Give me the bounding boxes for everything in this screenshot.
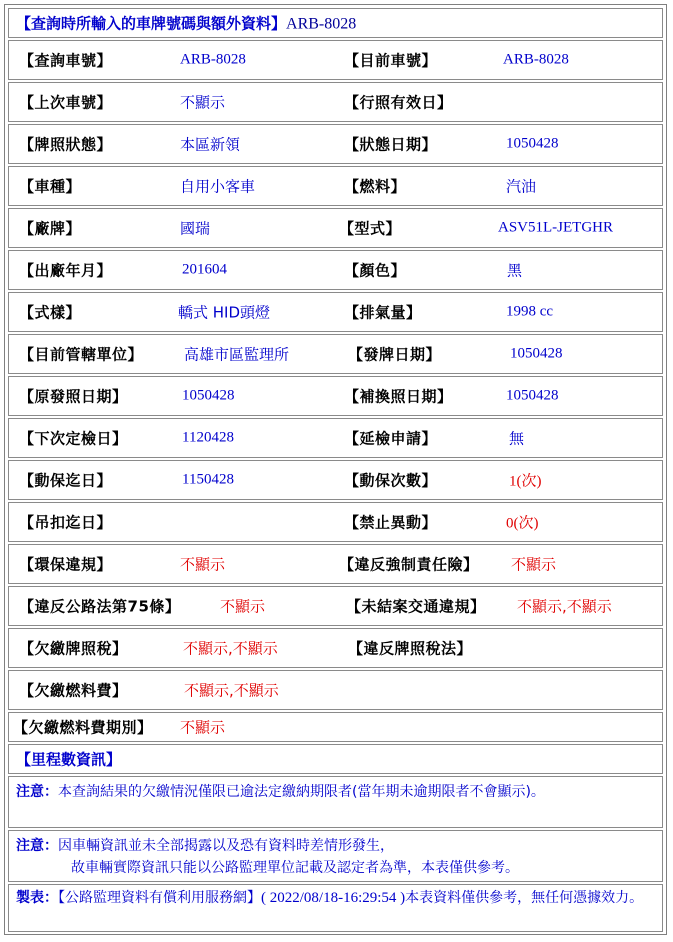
mileage-section xyxy=(8,744,663,774)
mileage-title: 【里程數資訊】 xyxy=(16,750,122,769)
note-line-2: 故車輛實際資訊只能以公路監理單位記載及認定者為準，本表僅供參考。 xyxy=(71,860,519,876)
value-model: ASV51L-JETGHR xyxy=(498,219,613,236)
value-open-traffic-violation: 不顯示,不顯示 xyxy=(517,597,612,616)
value-vehicle-type: 自用小客車 xyxy=(180,177,256,196)
footer-disclaimer: 本表資料僅供參考，無任何憑據效力。 xyxy=(405,890,644,906)
vehicle-info-table xyxy=(4,4,667,935)
table-row xyxy=(8,544,663,584)
value-jurisdiction: 高雄市區監理所 xyxy=(184,345,290,364)
value-plate-status: 本區新領 xyxy=(180,135,241,154)
value-chattel-mortgage-end: 1150428 xyxy=(182,471,234,488)
value-manufacture-date: 201604 xyxy=(182,261,227,278)
label-unpaid-fuel-fee: 【欠繳燃料費】 xyxy=(19,681,128,700)
value-reissue-date: 1050428 xyxy=(506,387,559,404)
note-line-1: 因車輛資訊並未全部揭露以及恐有資料時差情形發生， xyxy=(58,838,394,854)
label-transfer-ban: 【禁止異動】 xyxy=(344,513,438,532)
label-manufacture-date: 【出廠年月】 xyxy=(19,261,113,280)
label-issue-date: 【發牌日期】 xyxy=(348,345,442,364)
label-displacement: 【排氣量】 xyxy=(344,303,422,322)
value-body-style: 轎式 HID頭燈 xyxy=(178,303,271,322)
value-displacement: 1998 cc xyxy=(506,303,554,320)
note-overdue-text: 注意：本查詢結果的欠繳情況僅限已逾法定繳納期限者(當年期未逾期限者不會顯示)。 xyxy=(16,784,545,800)
header-plate: ARB-8028 xyxy=(286,15,357,33)
table-row xyxy=(8,502,663,542)
table-row xyxy=(8,208,663,248)
label-insurance-violation: 【違反強制責任險】 xyxy=(339,555,479,574)
label-license-valid-date: 【行照有效日】 xyxy=(344,93,453,112)
table-row xyxy=(8,628,663,668)
value-unpaid-fuel-fee: 不顯示,不顯示 xyxy=(184,681,279,700)
value-status-date: 1050428 xyxy=(506,135,559,152)
value-previous-plate: 不顯示 xyxy=(180,93,226,112)
table-row xyxy=(8,418,663,458)
value-unpaid-fuel-fee-periods: 不顯示 xyxy=(180,718,226,737)
value-query-plate: ARB-8028 xyxy=(180,51,246,68)
footer-source: 【公路監理資料有償利用服務網】 xyxy=(58,890,261,906)
note-label: 注意： xyxy=(16,838,58,854)
label-original-issue-date: 【原發照日期】 xyxy=(19,387,128,406)
label-plate-status: 【牌照狀態】 xyxy=(19,135,113,154)
label-fuel: 【燃料】 xyxy=(344,177,407,196)
header-title: 【查詢時所輸入的車牌號碼與額外資料】ARB-8028 xyxy=(16,14,357,33)
label-license-tax-violation: 【違反牌照稅法】 xyxy=(348,639,473,658)
value-next-inspection: 1120428 xyxy=(182,429,234,446)
value-env-violation: 不顯示 xyxy=(180,555,226,574)
label-vehicle-type: 【車種】 xyxy=(19,177,82,196)
table-row xyxy=(8,250,663,290)
footer-text xyxy=(16,887,655,909)
label-body-style: 【式樣】 xyxy=(19,303,82,322)
value-current-plate: ARB-8028 xyxy=(503,51,569,68)
label-highway-act-violation: 【違反公路法第75條】 xyxy=(19,597,181,616)
label-open-traffic-violation: 【未結案交通違規】 xyxy=(346,597,486,616)
note-label: 注意： xyxy=(16,784,58,800)
value-unpaid-license-tax: 不顯示,不顯示 xyxy=(183,639,278,658)
label-suspension-end: 【吊扣迄日】 xyxy=(19,513,113,532)
table-row xyxy=(8,460,663,500)
label-current-plate: 【目前車號】 xyxy=(344,51,438,70)
table-row xyxy=(8,292,663,332)
value-original-issue-date: 1050428 xyxy=(182,387,235,404)
footer-row xyxy=(8,884,663,932)
table-row xyxy=(8,334,663,374)
footer-label: 製表： xyxy=(16,890,58,906)
value-issue-date: 1050428 xyxy=(510,345,563,362)
value-chattel-mortgage-count: 1(次) xyxy=(509,473,542,490)
note-overdue xyxy=(8,776,663,828)
value-insurance-violation: 不顯示 xyxy=(511,555,557,574)
label-unpaid-license-tax: 【欠繳牌照稅】 xyxy=(19,639,128,658)
value-fuel: 汽油 xyxy=(506,177,537,196)
table-row xyxy=(8,166,663,206)
table-row xyxy=(8,376,663,416)
label-chattel-mortgage-count: 【動保次數】 xyxy=(344,471,438,490)
table-row xyxy=(8,670,663,710)
label-inspection-extension: 【延檢申請】 xyxy=(344,429,438,448)
table-row xyxy=(8,82,663,122)
label-query-plate: 【查詢車號】 xyxy=(19,51,113,70)
table-row xyxy=(8,586,663,626)
header-row xyxy=(8,8,663,38)
footer-timestamp: ( 2022/08/18-16:29:54 ) xyxy=(261,890,406,906)
table-row xyxy=(8,124,663,164)
note-disclaimer-text xyxy=(16,835,655,879)
table-row xyxy=(8,712,663,742)
label-previous-plate: 【上次車號】 xyxy=(19,93,113,112)
value-transfer-ban: 0(次) xyxy=(506,515,539,532)
label-status-date: 【狀態日期】 xyxy=(344,135,438,154)
label-color: 【顏色】 xyxy=(344,261,407,280)
label-model: 【型式】 xyxy=(339,219,402,238)
value-brand: 國瑞 xyxy=(180,219,211,238)
value-inspection-extension: 無 xyxy=(509,429,525,448)
value-highway-act-violation: 不顯示 xyxy=(220,597,266,616)
label-next-inspection: 【下次定檢日】 xyxy=(19,429,128,448)
value-color: 黑 xyxy=(507,261,523,280)
label-jurisdiction: 【目前管轄單位】 xyxy=(19,345,144,364)
label-reissue-date: 【補換照日期】 xyxy=(344,387,453,406)
label-unpaid-fuel-fee-periods: 【欠繳燃料費期別】 xyxy=(13,718,153,737)
label-brand: 【廠牌】 xyxy=(19,219,82,238)
label-env-violation: 【環保違規】 xyxy=(19,555,113,574)
note-disclaimer xyxy=(8,830,663,882)
label-chattel-mortgage-end: 【動保迄日】 xyxy=(19,471,113,490)
table-row xyxy=(8,40,663,80)
